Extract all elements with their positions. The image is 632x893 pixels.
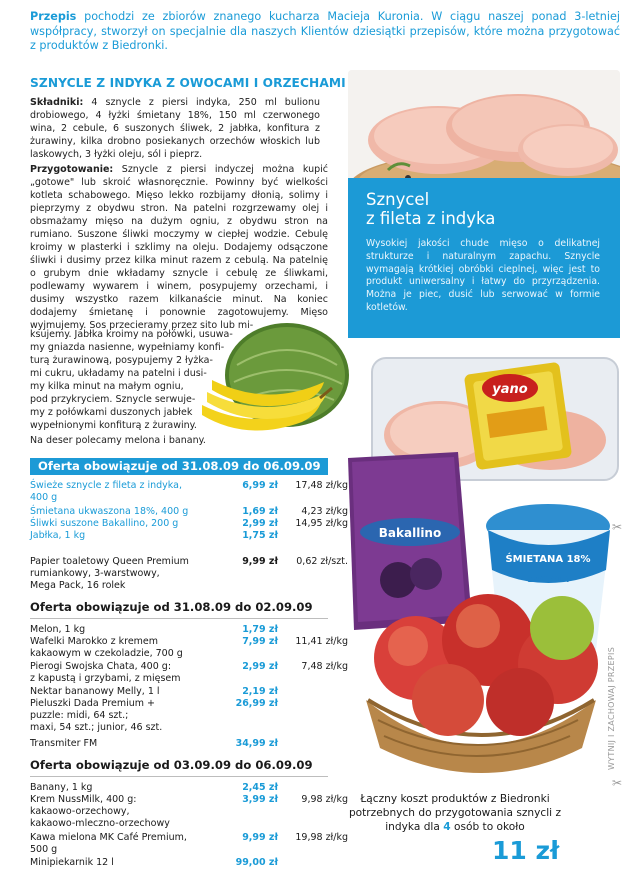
item-name-line: 400 g bbox=[30, 492, 58, 503]
offer-item-name bbox=[30, 686, 210, 698]
offer-item-unit-price: 9,98 zł/kg bbox=[301, 794, 348, 805]
offer-item-name bbox=[30, 636, 210, 660]
offer-item-name bbox=[30, 556, 210, 592]
ingredients-label: Składniki: bbox=[30, 97, 84, 108]
intro-lead: Przepis bbox=[30, 10, 77, 23]
products-basket-photo bbox=[338, 450, 623, 775]
yano-logo: yano bbox=[492, 382, 528, 397]
offer-item-price: 99,00 zł bbox=[235, 857, 278, 868]
offer-item-name bbox=[30, 782, 210, 794]
highlight-title-line1: Sznycel bbox=[366, 190, 430, 209]
total-text-a: Łączny koszt produktów z Biedronki potrzebnych do przygotowania sznycli z indyka dla bbox=[348, 793, 562, 833]
item-name-line: Świeże sznycle z fileta z indyka, bbox=[30, 480, 182, 491]
item-name-line: Śliwki suszone Bakallino, 200 g bbox=[30, 518, 179, 529]
offer-item-unit-price: 11,41 zł/kg bbox=[295, 636, 348, 647]
divider bbox=[30, 618, 328, 619]
offer-item-price: 6,99 zł bbox=[242, 480, 278, 491]
highlight-text: Wysokiej jakości chude mięso o delikatnej strukturze i naturalnym zapachu. Sznycle wymagają krótkiej obróbki cieplnej, więc jest to produkt uniwersalny i łatwy do przyrządzenia. Można je piec, dusić lub serwować w formie kotletów. bbox=[366, 238, 600, 313]
prep-line: mi cukru, układamy na patelni i dusi- bbox=[30, 368, 207, 379]
ingredients-paragraph bbox=[30, 96, 320, 161]
offer-item-unit-price: 4,23 zł/kg bbox=[301, 506, 348, 517]
offer-1-title: Oferta obowiązuje od 31.08.09 do 06.09.09 bbox=[30, 458, 328, 475]
item-name-line: Pierogi Swojska Chata, 400 g: bbox=[30, 661, 172, 672]
offer-item-price: 26,99 zł bbox=[235, 698, 278, 709]
scissors-icon: ✂ bbox=[612, 776, 623, 790]
laciata-label: ŁACIATA bbox=[527, 575, 569, 585]
scissors-icon: ✂ bbox=[612, 520, 623, 534]
ingredients-text: 4 sznycle z piersi indyka, 250 ml bulionu drobiowego, 4 łyżki śmietany 18%, 150 ml czerwonego wina, 2 cebule, 6 suszonych śliwek, 2 jabłka, konfitura z żurawiny, kilka drobno posiekanych orzechów włoskich lub laskowych, 3 łyżki oleju, sól i pieprz. bbox=[30, 97, 320, 160]
dessert-note: Na deser polecamy melona i banany. bbox=[30, 435, 206, 446]
offer-item-price: 2,99 zł bbox=[242, 518, 278, 529]
intro-paragraph bbox=[30, 10, 620, 54]
offer-item-price: 1,79 zł bbox=[242, 624, 278, 635]
item-name-line: Melon, 1 kg bbox=[30, 624, 86, 635]
offer-item-price: 2,99 zł bbox=[242, 661, 278, 672]
offer-item-name bbox=[30, 661, 210, 685]
offer-item-name bbox=[30, 624, 210, 636]
item-name-line: Pieluszki Dada Premium + bbox=[30, 698, 156, 709]
preparation-label: Przygotowanie: bbox=[30, 164, 114, 175]
item-name-line: 500 g bbox=[30, 844, 58, 855]
melon-bananas-photo bbox=[192, 320, 362, 440]
item-name-line: Wafelki Marokko z kremem bbox=[30, 636, 159, 647]
item-name-line: Transmiter FM bbox=[30, 738, 98, 749]
offer-item-name bbox=[30, 518, 210, 530]
offer-item-price: 34,99 zł bbox=[235, 738, 278, 749]
item-name-line: Nektar bananowy Melly, 1 l bbox=[30, 686, 160, 697]
prep-line: my kilka minut na małym ogniu, bbox=[30, 381, 184, 392]
item-name-line: Banany, 1 kg bbox=[30, 782, 93, 793]
offer-item-name bbox=[30, 530, 210, 542]
prep-line: pod przykryciem. Sznycle serwuje- bbox=[30, 394, 196, 405]
item-name-line: kakaowym w czekoladzie, 700 g bbox=[30, 648, 183, 659]
cut-out-note bbox=[607, 540, 623, 770]
offer-item-price: 7,99 zł bbox=[242, 636, 278, 647]
offer-item-price: 9,99 zł bbox=[242, 556, 278, 567]
product-highlight-box bbox=[348, 178, 620, 338]
offer-item-name bbox=[30, 832, 210, 856]
offer-item-unit-price: 0,62 zł/szt. bbox=[296, 556, 348, 567]
total-price: 11 zł bbox=[492, 836, 560, 865]
smietana-label: ŚMIETANA 18% bbox=[505, 554, 591, 565]
offer-item-price: 9,99 zł bbox=[242, 832, 278, 843]
offer-item-name bbox=[30, 698, 210, 734]
offer-item-price: 2,45 zł bbox=[242, 782, 278, 793]
offer-item-unit-price: 19,98 zł/kg bbox=[295, 832, 348, 843]
total-text-b: osób to około bbox=[450, 821, 525, 833]
offer-item-unit-price: 14,95 zł/kg bbox=[295, 518, 348, 529]
item-name-line: Jabłka, 1 kg bbox=[30, 530, 86, 541]
offer-item-price: 2,19 zł bbox=[242, 686, 278, 697]
offer-item-name bbox=[30, 506, 210, 518]
item-name-line: Kawa mielona MK Café Premium, bbox=[30, 832, 187, 843]
offer-item-price: 1,69 zł bbox=[242, 506, 278, 517]
preparation-text: Sznycle z piersi indyczej można kupić „gotowe" lub skroić własnoręcznie. Powinny być wielkości kotleta schabowego. Mięso lekko rozbijamy dłonią, solimy i pieprzymy z obydwu stron. Na patelni rozgrzewamy olej i obsmażamy mięso na dużym ogniu, z obydwu stron na rumiano. Suszone śliwki moczymy w ciepłej wodzie. Cebulę kroimy w plasterki i szklimy na oleju. Dodajemy odsączone śliwki i dusimy przez kilka minut razem z cebulą. Na patelnię o grubym dnie wkładamy sznycle i cebulę ze śliwkami, podlewamy wywarem i winem, posypujemy orzechami, i dusimy wszystko razem kilkanaście minut. Na koniec dodajemy śmietanę i ponownie zagotowujemy. Mięso wyjmujemy. Sos przecieramy przez sito lub mi- bbox=[30, 164, 328, 331]
intro-text: pochodzi ze zbiorów znanego kucharza Macieja Kuronia. W ciągu naszej ponad 3-letniej współpracy, stworzył on specjalnie dla naszych Klientów dziesiątki przepisów, które można przygotować z produktów z Biedronki. bbox=[30, 10, 620, 53]
item-name-line: Papier toaletowy Queen Premium bbox=[30, 556, 189, 567]
item-name-line: Mega Pack, 16 rolek bbox=[30, 580, 126, 591]
offer-3-title: Oferta obowiązuje od 03.09.09 do 06.09.09 bbox=[30, 758, 313, 772]
divider bbox=[30, 776, 328, 777]
cut-out-note-text: WYTNIJ I ZACHOWAJ PRZEPIS bbox=[607, 646, 616, 770]
recipe-title: SZNYCLE Z INDYKA Z OWOCAMI I ORZECHAMI bbox=[30, 76, 346, 90]
offer-item-price: 1,75 zł bbox=[242, 530, 278, 541]
offer-item-price: 3,99 zł bbox=[242, 794, 278, 805]
offer-2-title: Oferta obowiązuje od 31.08.09 do 02.09.09 bbox=[30, 600, 313, 614]
persons-count: 4 bbox=[443, 821, 451, 833]
total-cost-note bbox=[345, 792, 565, 834]
item-name-line: kakaowo-orzechowy, bbox=[30, 806, 130, 817]
offer-item-unit-price: 7,48 zł/kg bbox=[301, 661, 348, 672]
highlight-title-line2: z fileta z indyka bbox=[366, 209, 496, 228]
item-name-line: Minipiekarnik 12 l bbox=[30, 857, 114, 868]
item-name-line: kakaowo-mleczno-orzechowy bbox=[30, 818, 170, 829]
offer-item-name bbox=[30, 857, 210, 869]
item-name-line: puzzle: midi, 64 szt.; bbox=[30, 710, 129, 721]
prep-line: turą żurawinową, posypujemy 2 łyżka- bbox=[30, 355, 213, 366]
prep-line: wypełnionymi konfiturą z żurawiny. bbox=[30, 420, 197, 431]
item-name-line: z kapustą i grzybami, z mięsem bbox=[30, 673, 181, 684]
prep-line: my z połówkami duszonych jabłek bbox=[30, 407, 193, 418]
item-name-line: maxi, 54 szt.; junior, 46 szt. bbox=[30, 722, 163, 733]
item-name-line: rumiankowy, 3-warstwowy, bbox=[30, 568, 160, 579]
prep-line: my gniazda nasienne, wypełniamy konfi- bbox=[30, 342, 225, 353]
offer-item-unit-price: 17,48 zł/kg bbox=[295, 480, 348, 491]
bakallino-logo: Bakallino bbox=[378, 526, 442, 540]
offer-item-name bbox=[30, 794, 210, 830]
offer-item-name bbox=[30, 738, 210, 750]
item-name-line: Śmietana ukwaszona 18%, 400 g bbox=[30, 506, 189, 517]
offer-item-name bbox=[30, 480, 210, 504]
preparation-paragraph bbox=[30, 163, 328, 332]
item-name-line: Krem NussMilk, 400 g: bbox=[30, 794, 137, 805]
prep-line: ksujemy. Jabłka kroimy na połówki, usuwa- bbox=[30, 329, 233, 340]
